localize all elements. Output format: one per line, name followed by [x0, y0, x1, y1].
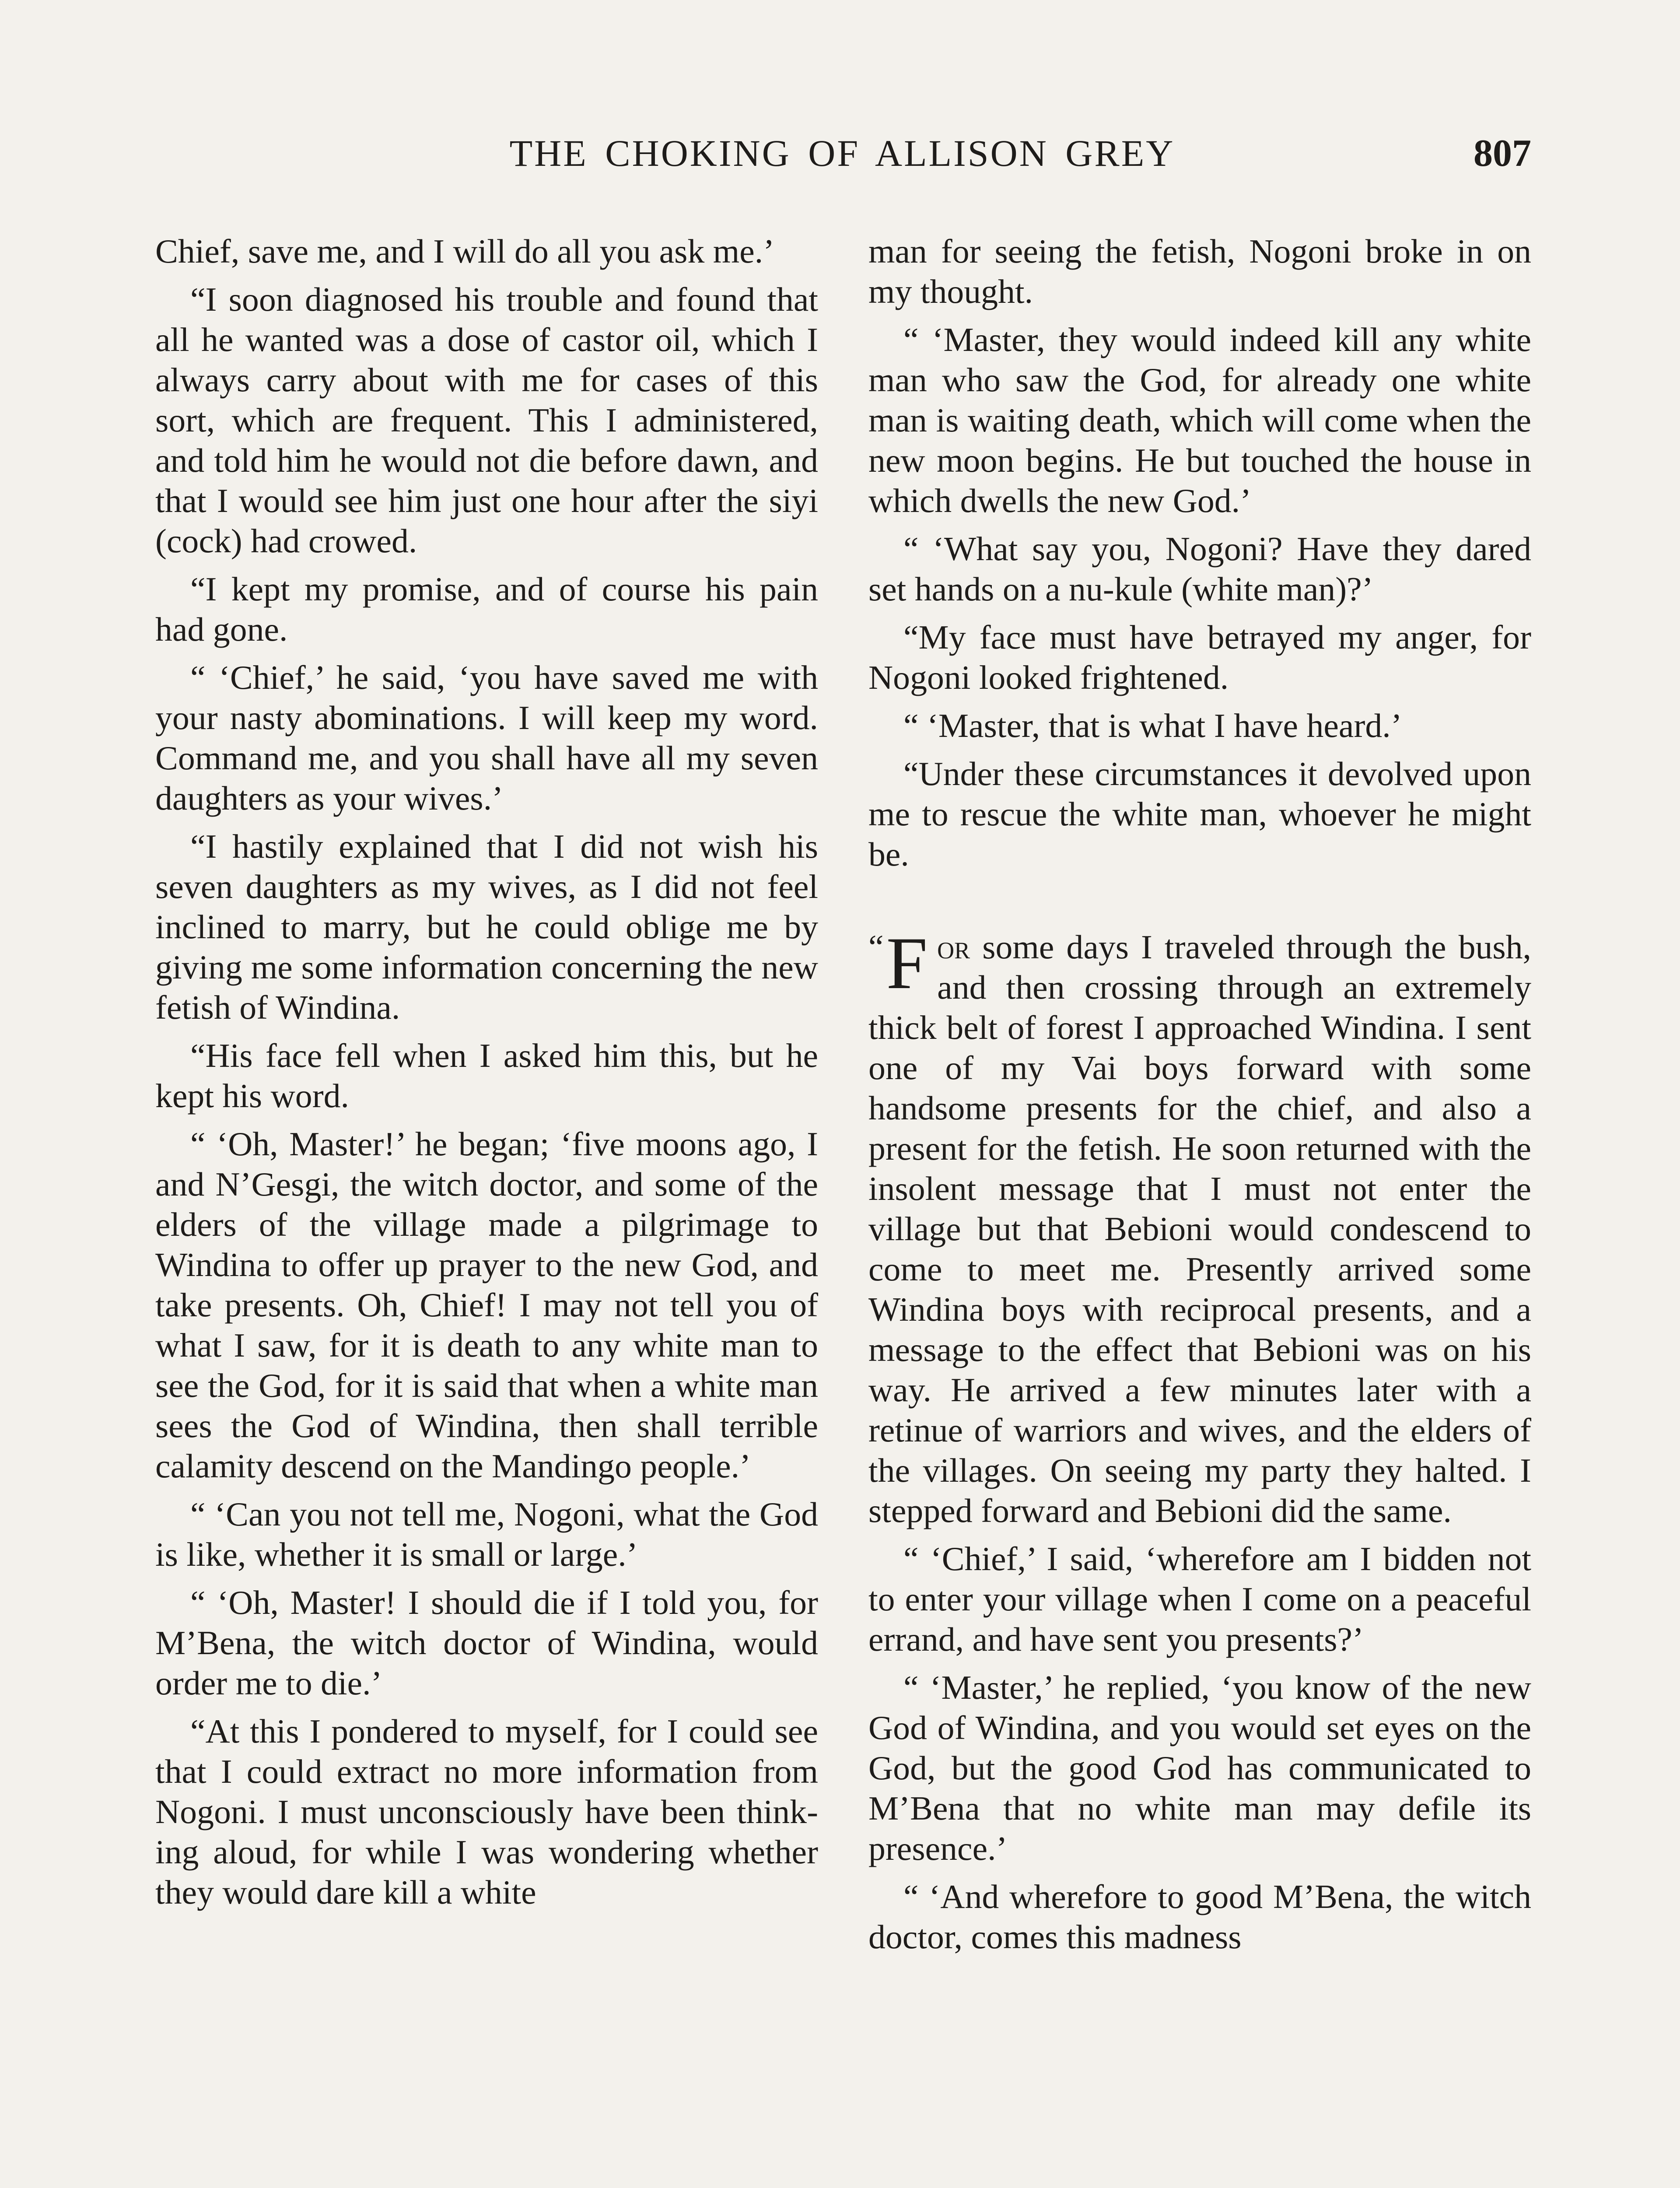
paragraph: “My face must have betrayed my anger, for Nogoni looked frightened.	[868, 618, 1531, 696]
paragraph-text: some days I traveled through the bush, and then crossing through an extremely thick belt of forest I approached Windina. I sent one of my Vai boys forward with some handsome presents for the chief, and also a present for the fetish. He soon returned with the insolent message that I must not enter the village but that Bebioni would condescend to come to meet me. Presently arrived some Windina boys with reciprocal presents, and a message to the effect that Bebioni was on his way. He arrived a few minutes later with a retinue of warriors and wives, and the elders of the villages. On seeing my party they halted. I stepped forward and Bebioni did the same.	[868, 928, 1531, 1529]
running-title: THE CHOKING OF ALLISON GREY	[509, 132, 1175, 174]
paragraph: “ ‘Chief,’ I said, ‘wherefore am I bidden not to enter your village when I come on a peaceful errand, and have sent you presents?’	[868, 1540, 1531, 1658]
drop-cap: F	[886, 922, 928, 1004]
paragraph: “ ‘Master, they would indeed kill any white man who saw the God, for already one white man is waiting death, which will come when the new moon begins. He but touched the house in which dwells the new God.’	[868, 321, 1531, 519]
dropcap-paragraph	[868, 922, 1531, 1531]
page-header	[153, 131, 1531, 193]
paragraph: “I soon diagnosed his trouble and found that all he wanted was a dose of castor oil, which I always carry about with me for cases of this sort, which are frequent. This I administered, and told him he would not die before dawn, and that I would see him just one hour after the siyi (cock) had crowed.	[155, 281, 818, 560]
left-column	[155, 231, 818, 1920]
paragraph: Chief, save me, and I will do all you ask me.’	[155, 232, 775, 270]
right-column	[868, 231, 1531, 1965]
page-number: 807	[1474, 132, 1531, 175]
paragraph: “ ‘Chief,’ he said, ‘you have saved me with your nasty abominations. I will keep my word. Command me, and you shall have all my seven daughters as your wives.’	[155, 659, 818, 817]
paragraph: man for seeing the fetish, Nogoni broke in on my thought.	[868, 232, 1531, 310]
paragraph: “His face fell when I asked him this, but he kept his word.	[155, 1037, 818, 1115]
paragraph: “ ‘What say you, Nogoni? Have they dared set hands on a nu-kule (white man)?’	[868, 530, 1531, 608]
paragraph: “At this I pondered to myself, for I could see that I could extract no more information from Nogoni. I must unconsciously have been thinking aloud, for while I was wondering whether they would dare kill a white	[155, 1712, 818, 1911]
paragraph: “ ‘Oh, Master! I should die if I told you, for M’Bena, the witch doctor of Windina, would order me to die.’	[155, 1584, 818, 1702]
open-quote: “	[868, 928, 884, 966]
paragraph: “Under these circumstances it devolved upon me to rescue the white man, whoever he might be.	[868, 755, 1531, 873]
paragraph: “ ‘And wherefore to good M’Bena, the witch doctor, comes this madness	[868, 1878, 1531, 1956]
smallcaps-lead: or	[937, 928, 970, 966]
paragraph: “ ‘Oh, Master!’ he began; ‘five moons ago, I and N’Gesgi, the witch doctor, and some of the elders of the village made a pilgrimage to Windina to offer up prayer to the new God, and take presents. Oh, Chief! I may not tell you of what I saw, for it is death to any white man to see the God, for it is said that when a white man sees the God of Windina, then shall terrible calamity descend on the Mandingo people.’	[155, 1125, 818, 1485]
paragraph: “ ‘Can you not tell me, Nogoni, what the God is like, whether it is small or large.’	[155, 1495, 818, 1573]
paragraph: “I kept my promise, and of course his pain had gone.	[155, 570, 818, 648]
paragraph: “ ‘Master,’ he replied, ‘you know of the new God of Windina, and you would set eyes on the God, but the good God has communicated to M’Bena that no white man may defile its presence.’	[868, 1669, 1531, 1867]
paragraph: “ ‘Master, that is what I have heard.’	[903, 707, 1402, 744]
paragraph: “I hastily explained that I did not wish his seven daughters as my wives, as I did not feel inclined to marry, but he could oblige me by giving me some information concerning the new fetish of Windina.	[155, 828, 818, 1026]
